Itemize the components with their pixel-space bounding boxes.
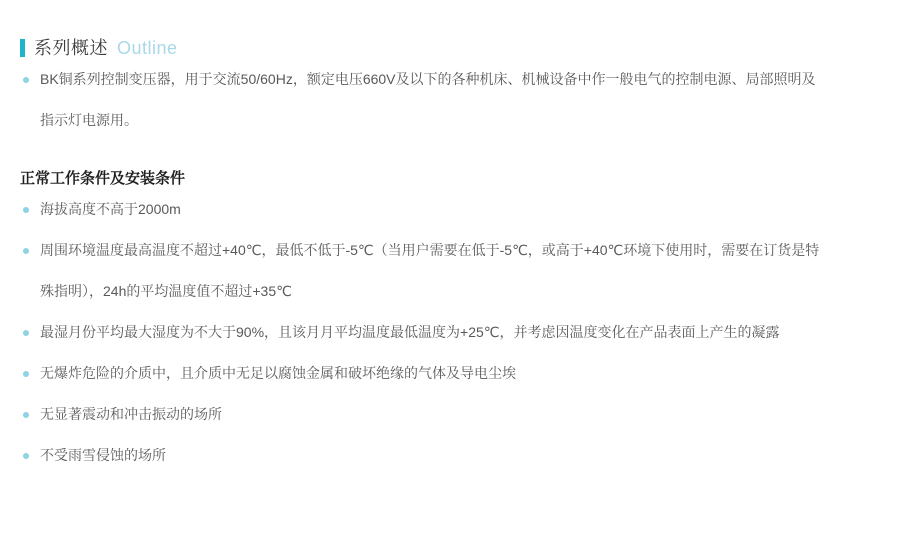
section-accent-bar-icon <box>20 39 25 57</box>
bullet-dot-icon <box>23 248 29 254</box>
section-title-en: Outline <box>117 38 178 58</box>
list-item-text: BK铜系列控制变压器，用于交流50/60Hz，额定电压660V及以下的各种机床、机械设备中作一般电气的控制电源、局部照明及指示灯电源用。 <box>40 71 816 128</box>
bullet-dot-icon <box>23 371 29 377</box>
intro-bullet-list <box>20 59 820 141</box>
list-item-text: 无显著震动和冲击振动的场所 <box>40 406 222 422</box>
list-item <box>20 435 820 476</box>
section-title-zh: 系列概述 <box>34 38 108 58</box>
section-header <box>20 0 900 59</box>
list-item-text: 不受雨雪侵蚀的场所 <box>40 447 166 463</box>
list-item <box>20 394 820 435</box>
bullet-dot-icon <box>23 330 29 336</box>
list-item <box>20 230 820 312</box>
list-item <box>20 353 820 394</box>
list-item-text: 周围环境温度最高温度不超过+40℃，最低不低于-5℃（当用户需要在低于-5℃，或高于+40℃环境下使用时，需要在订货是特殊指明），24h的平均温度值不超过+35℃ <box>40 242 820 299</box>
bullet-dot-icon <box>23 412 29 418</box>
conditions-bullet-list <box>20 189 820 476</box>
list-item-text: 最湿月份平均最大湿度为不大于90%，且该月月平均温度最低温度为+25℃，并考虑因温度变化在产品表面上产生的凝露 <box>40 324 780 340</box>
list-item <box>20 189 820 230</box>
list-item <box>20 312 820 353</box>
bullet-dot-icon <box>23 77 29 83</box>
list-item-text: 海拔高度不高于2000m <box>40 201 181 217</box>
bullet-dot-icon <box>23 207 29 213</box>
bullet-dot-icon <box>23 453 29 459</box>
conditions-heading: 正常工作条件及安装条件 <box>20 170 186 187</box>
list-item <box>20 59 820 141</box>
list-item-text: 无爆炸危险的介质中，且介质中无足以腐蚀金属和破坏绝缘的气体及导电尘埃 <box>40 365 516 381</box>
